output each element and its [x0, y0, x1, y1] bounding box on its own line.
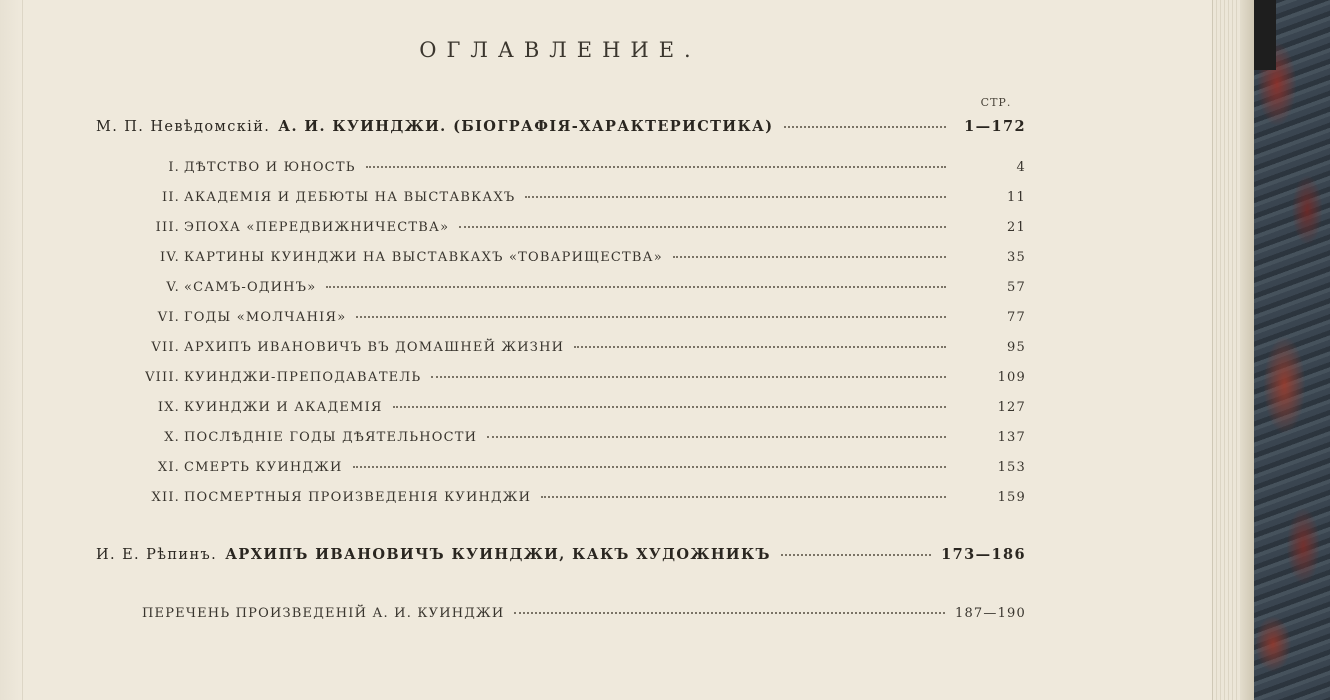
toc-section-repin	[96, 546, 1026, 563]
leader-dots	[431, 376, 946, 378]
leader-dots	[541, 496, 946, 498]
chapter-page: 57	[1007, 280, 1026, 295]
chapter-number: I.	[168, 160, 180, 175]
chapter-number: V.	[166, 280, 180, 295]
chapter-page: 153	[997, 460, 1026, 475]
section-title: А. И. КУИНДЖИ. (БІОГРАФІЯ-ХАРАКТЕРИСТИКА)	[278, 118, 774, 135]
chapter-row	[120, 220, 1026, 235]
chapter-title: КУИНДЖИ-ПРЕПОДАВАТЕЛЬ	[184, 370, 422, 385]
chapter-number: VII.	[151, 340, 180, 355]
chapter-number: XII.	[151, 490, 180, 505]
left-page-edge	[0, 0, 23, 700]
leader-dots	[673, 256, 946, 258]
leader-dots	[487, 436, 946, 438]
leader-dots	[366, 166, 946, 168]
chapter-page: 95	[1007, 340, 1026, 355]
leader-dots	[459, 226, 946, 228]
section-pages: 1—172	[964, 118, 1026, 135]
chapter-row	[120, 340, 1026, 355]
chapter-title: ЭПОХА «ПЕРЕДВИЖНИЧЕСТВА»	[184, 220, 450, 235]
chapter-number: III.	[155, 220, 180, 235]
chapter-row	[120, 250, 1026, 265]
chapter-title: ПОСМЕРТНЫЯ ПРОИЗВЕДЕНІЯ КУИНДЖИ	[184, 490, 532, 505]
chapter-title: АКАДЕМІЯ И ДЕБЮТЫ НА ВЫСТАВКАХЪ	[184, 190, 516, 205]
chapter-page: 109	[997, 370, 1026, 385]
chapter-page: 21	[1007, 220, 1026, 235]
chapter-number: XI.	[157, 460, 180, 475]
chapter-row	[120, 490, 1026, 505]
chapter-title: ГОДЫ «МОЛЧАНІЯ»	[184, 310, 347, 325]
page-column-label: СТР.	[980, 96, 1012, 109]
chapter-row	[120, 310, 1026, 325]
section-title: ПЕРЕЧЕНЬ ПРОИЗВЕДЕНІЙ А. И. КУИНДЖИ	[142, 606, 505, 621]
chapter-title: АРХИПЪ ИВАНОВИЧЪ ВЪ ДОМАШНЕЙ ЖИЗНИ	[184, 340, 565, 355]
section-author: И. Е. Рѣпинъ.	[96, 547, 218, 563]
leader-dots	[525, 196, 946, 198]
chapter-row	[120, 460, 1026, 475]
chapter-title: КАРТИНЫ КУИНДЖИ НА ВЫСТАВКАХЪ «ТОВАРИЩЕСТВА»	[184, 250, 663, 265]
toc-section-biography	[96, 118, 1026, 135]
chapter-page: 137	[997, 430, 1026, 445]
chapter-row	[120, 160, 1026, 175]
section-author: М. П. Невѣдомскій.	[96, 119, 271, 135]
chapter-row	[120, 280, 1026, 295]
leader-dots	[326, 286, 946, 288]
leader-dots	[514, 612, 945, 614]
chapter-page: 127	[997, 400, 1026, 415]
chapter-page: 77	[1007, 310, 1026, 325]
leader-dots	[356, 316, 946, 318]
chapter-title: ДѢТСТВО И ЮНОСТЬ	[184, 160, 356, 175]
marbled-cover	[1254, 0, 1330, 700]
chapter-number: II.	[161, 190, 180, 205]
chapter-page: 35	[1007, 250, 1026, 265]
chapter-row	[120, 430, 1026, 445]
chapter-number: VI.	[157, 310, 180, 325]
section-title: АРХИПЪ ИВАНОВИЧЪ КУИНДЖИ, КАКЪ ХУДОЖНИКЪ	[225, 546, 771, 563]
chapter-row	[120, 190, 1026, 205]
leader-dots	[353, 466, 947, 468]
chapter-row	[120, 370, 1026, 385]
chapter-number: IV.	[160, 250, 180, 265]
leader-dots	[393, 406, 946, 408]
chapter-page: 11	[1007, 190, 1026, 205]
page-title: ОГЛАВЛЕНИЕ.	[419, 38, 701, 62]
chapter-row	[120, 400, 1026, 415]
leader-dots	[784, 126, 946, 128]
chapter-number: IX.	[157, 400, 180, 415]
section-pages: 173—186	[941, 546, 1026, 563]
section-pages: 187—190	[954, 606, 1026, 621]
chapter-title: СМЕРТЬ КУИНДЖИ	[184, 460, 343, 475]
chapter-page: 159	[997, 490, 1026, 505]
chapter-title: КУИНДЖИ И АКАДЕМІЯ	[184, 400, 383, 415]
toc-section-works-list	[142, 606, 1026, 621]
chapter-number: X.	[164, 430, 180, 445]
chapter-title: «САМЪ-ОДИНЪ»	[184, 280, 317, 295]
chapter-page: 4	[1016, 160, 1026, 175]
cover-rim	[1240, 0, 1254, 700]
chapter-number: VIII.	[145, 370, 180, 385]
leader-dots	[781, 554, 931, 556]
leader-dots	[574, 346, 946, 348]
chapter-title: ПОСЛѢДНІЕ ГОДЫ ДѢЯТЕЛЬНОСТИ	[184, 430, 478, 445]
